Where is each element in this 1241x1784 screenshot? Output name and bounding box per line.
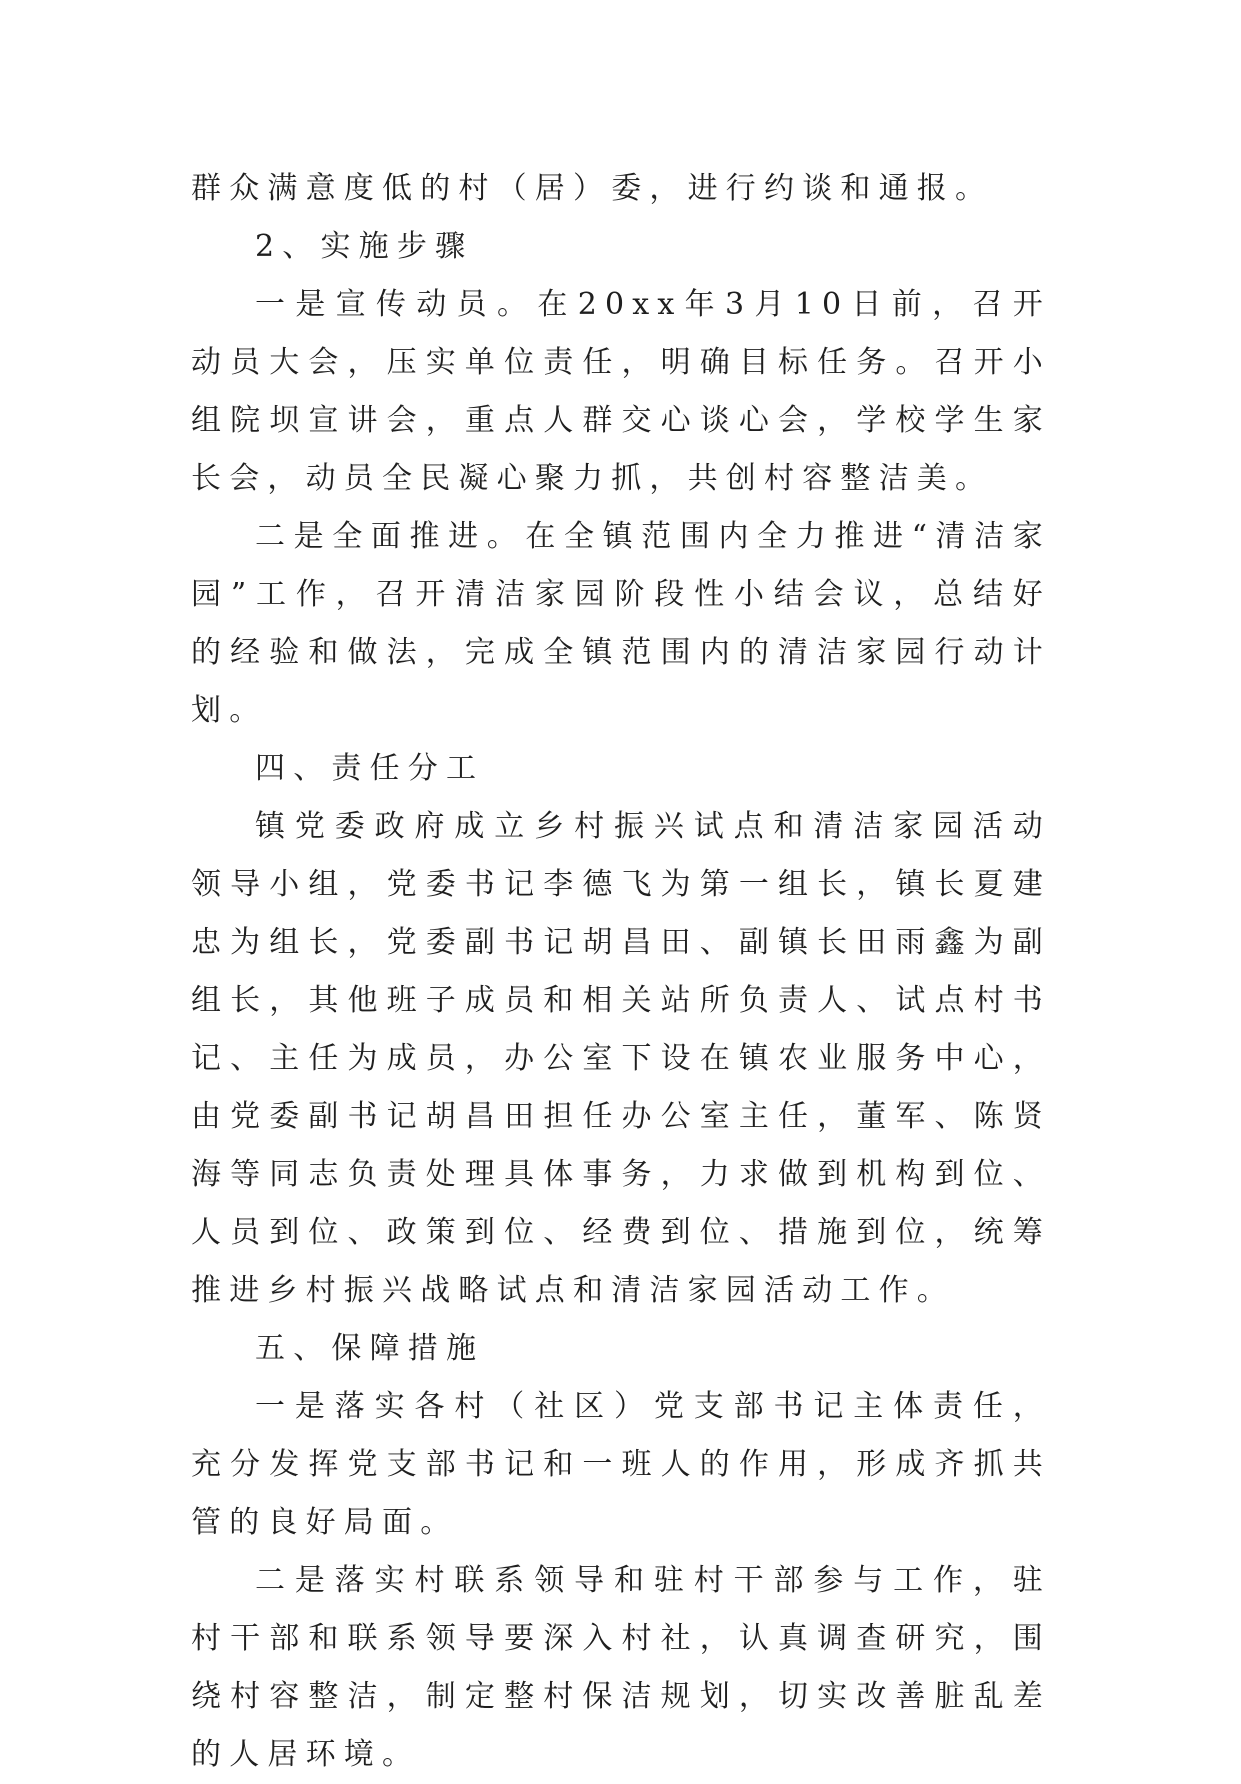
paragraph-comprehensive-advance: 二是全面推进。在全镇范围内全力推进“清洁家园”工作，召开清洁家园阶段性小结会议，总结好的经验和做法，完成全镇范围内的清洁家园行动计划。 (191, 519, 1051, 728)
paragraph-publicity-mobilization: 一是宣传动员。在20xx年3月10日前，召开动员大会，压实单位责任，明确目标任务。召开小组院坝宣讲会，重点人群交心谈心会，学校学生家长会，动员全民凝心聚力抓，共创村容整洁美。 (191, 287, 1051, 496)
paragraph-village-cadres: 二是落实村联系领导和驻村干部参与工作，驻村干部和联系领导要深入村社，认真调查研究，围绕村容整洁，制定整村保洁规划，切实改善脏乱差的人居环境。 (191, 1563, 1051, 1772)
heading-responsibility-division: 四、责任分工 (255, 751, 485, 786)
heading-implementation-steps: 2、实施步骤 (255, 229, 474, 264)
paragraph-continuation: 群众满意度低的村（居）委，进行约谈和通报。 (191, 171, 994, 206)
heading-safeguard-measures: 五、保障措施 (255, 1331, 485, 1366)
document-body (191, 160, 1051, 1784)
paragraph-leading-group: 镇党委政府成立乡村振兴试点和清洁家园活动领导小组，党委书记李德飞为第一组长，镇长夏建忠为组长，党委副书记胡昌田、副镇长田雨鑫为副组长，其他班子成员和相关站所负责人、试点村书记、主任为成员，办公室下设在镇农业服务中心，由党委副书记胡昌田担任办公室主任，董军、陈贤海等同志负责处理具体事务，力求做到机构到位、人员到位、政策到位、经费到位、措施到位，统筹推进乡村振兴战略试点和清洁家园活动工作。 (191, 809, 1051, 1308)
paragraph-party-branch-responsibility: 一是落实各村（社区）党支部书记主体责任，充分发挥党支部书记和一班人的作用，形成齐抓共管的良好局面。 (191, 1389, 1051, 1540)
